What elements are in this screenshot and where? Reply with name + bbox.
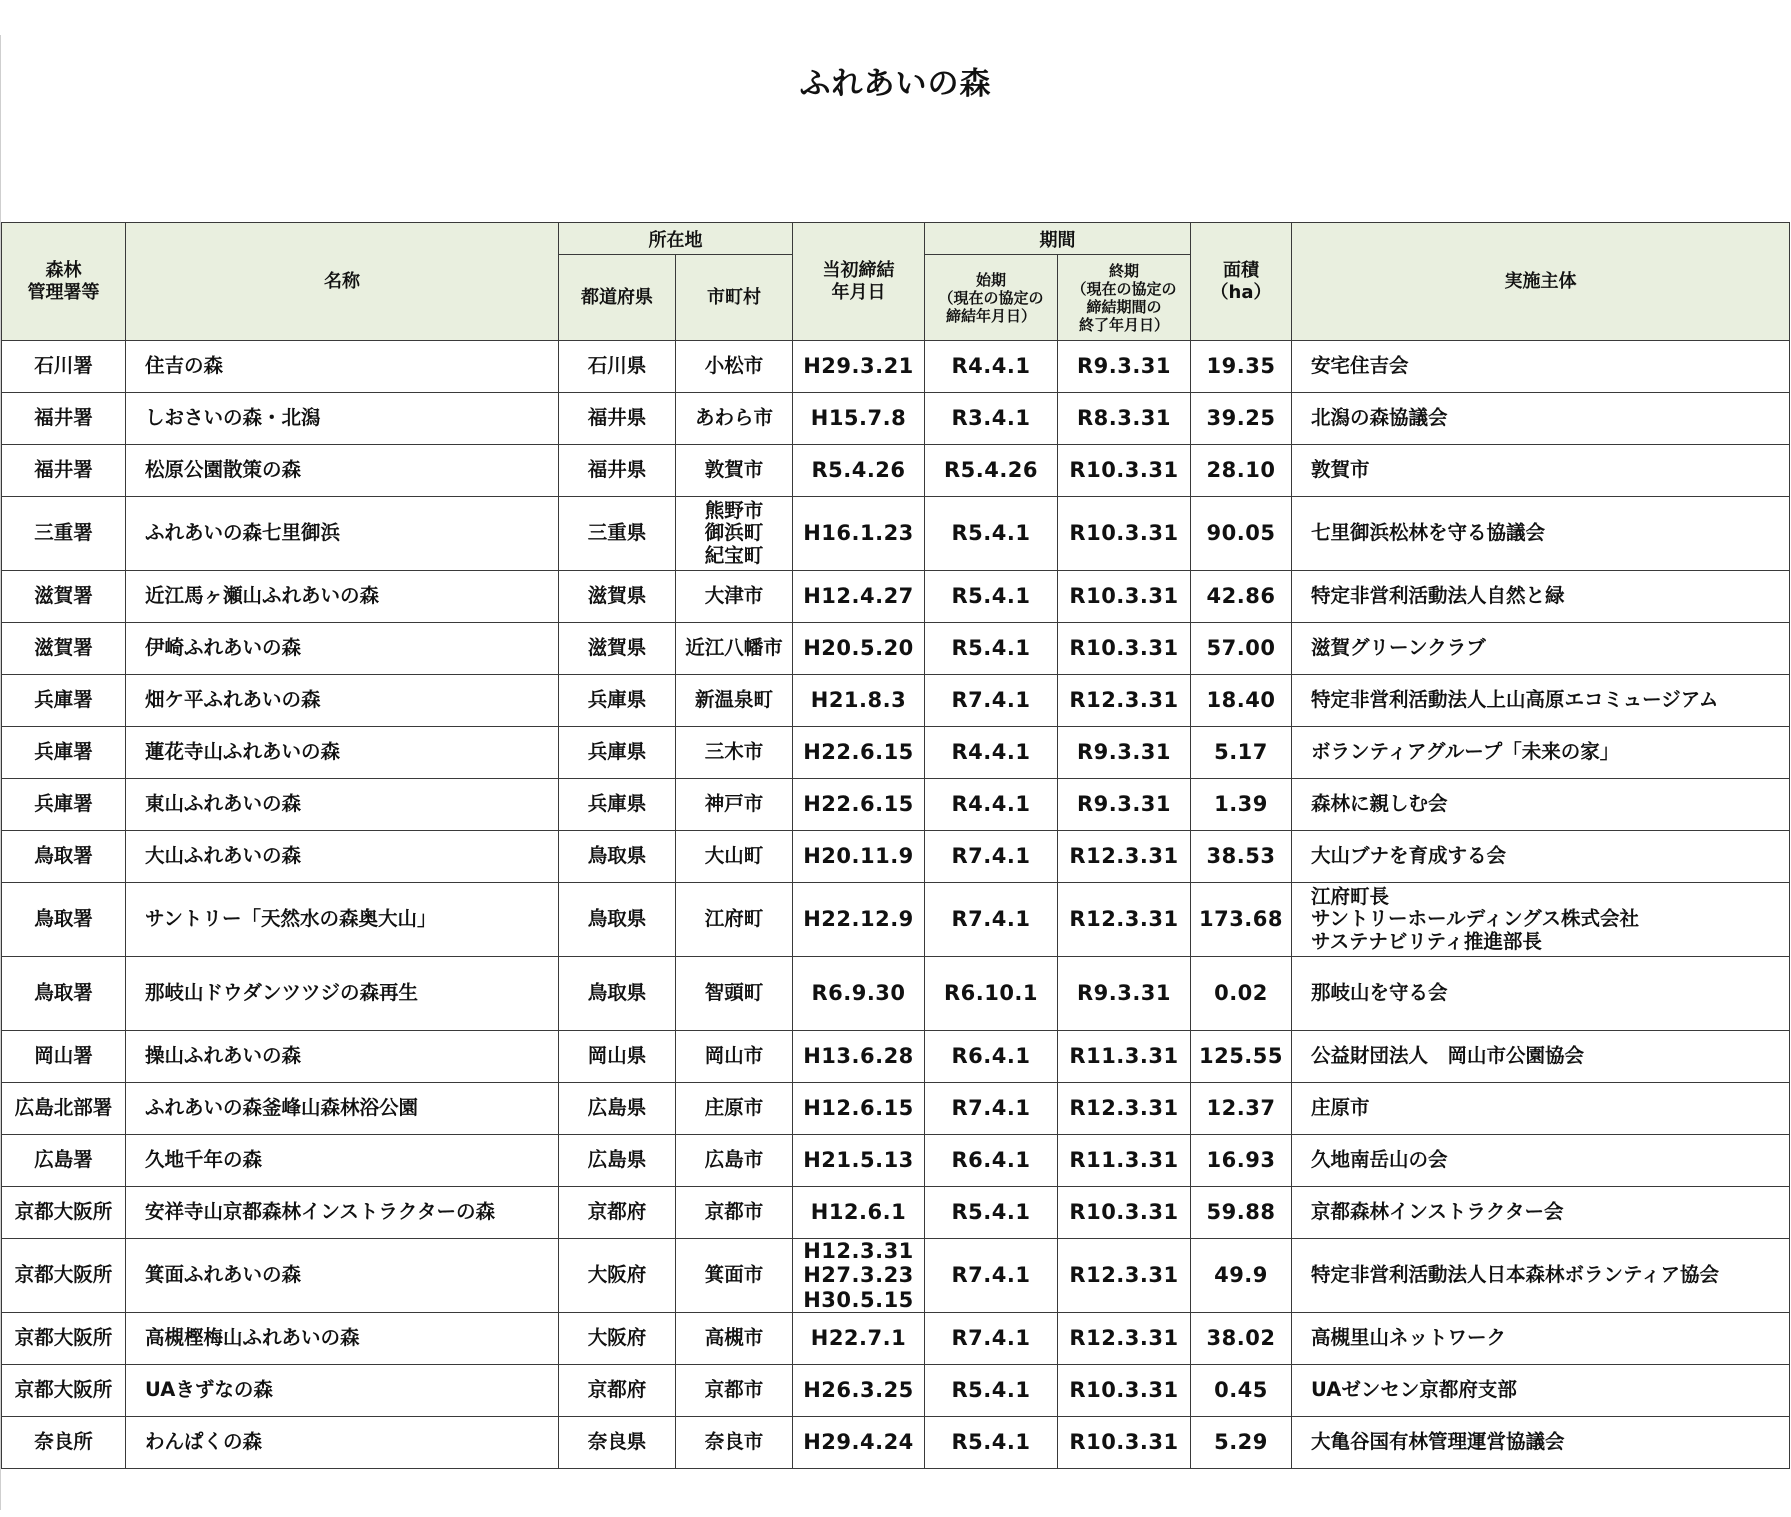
cell-operator: 特定非営利活動法人日本森林ボランティア協会 bbox=[1292, 1239, 1790, 1313]
cell-start: R5.4.1 bbox=[925, 1365, 1058, 1417]
cell-end: R8.3.31 bbox=[1058, 393, 1191, 445]
cell-start: R6.4.1 bbox=[925, 1031, 1058, 1083]
header-prefecture: 都道府県 bbox=[559, 255, 676, 341]
cell-operator: 大亀谷国有林管理運営協議会 bbox=[1292, 1417, 1790, 1469]
cell-office: 京都大阪所 bbox=[2, 1313, 126, 1365]
cell-area: 16.93 bbox=[1191, 1135, 1292, 1187]
cell-start: R4.4.1 bbox=[925, 779, 1058, 831]
cell-end: R10.3.31 bbox=[1058, 497, 1191, 571]
cell-initial-date: H21.8.3 bbox=[793, 675, 925, 727]
cell-office: 福井署 bbox=[2, 393, 126, 445]
page-title: ふれあいの森 bbox=[799, 66, 992, 102]
cell-operator: 森林に親しむ会 bbox=[1292, 779, 1790, 831]
header-start: 始期 （現在の協定の 締結年月日） bbox=[925, 255, 1058, 341]
table-row bbox=[2, 1135, 1790, 1187]
cell-operator: 高槻里山ネットワーク bbox=[1292, 1313, 1790, 1365]
cell-name: 高槻樫梅山ふれあいの森 bbox=[126, 1313, 559, 1365]
cell-office: 鳥取署 bbox=[2, 831, 126, 883]
cell-name: 住吉の森 bbox=[126, 341, 559, 393]
cell-office: 三重署 bbox=[2, 497, 126, 571]
cell-city: 敦賀市 bbox=[676, 445, 793, 497]
cell-city: 奈良市 bbox=[676, 1417, 793, 1469]
cell-area: 59.88 bbox=[1191, 1187, 1292, 1239]
cell-name: ふれあいの森七里御浜 bbox=[126, 497, 559, 571]
cell-office: 滋賀署 bbox=[2, 623, 126, 675]
cell-area: 125.55 bbox=[1191, 1031, 1292, 1083]
cell-name: わんぱくの森 bbox=[126, 1417, 559, 1469]
cell-initial-date: H13.6.28 bbox=[793, 1031, 925, 1083]
cell-area: 38.02 bbox=[1191, 1313, 1292, 1365]
cell-operator: 特定非営利活動法人上山高原エコミュージアム bbox=[1292, 675, 1790, 727]
cell-initial-date: H26.3.25 bbox=[793, 1365, 925, 1417]
cell-initial-date: H12.4.27 bbox=[793, 571, 925, 623]
cell-initial-date: H21.5.13 bbox=[793, 1135, 925, 1187]
cell-start: R7.4.1 bbox=[925, 675, 1058, 727]
cell-name: 箕面ふれあいの森 bbox=[126, 1239, 559, 1313]
table-body bbox=[2, 341, 1790, 1469]
cell-end: R12.3.31 bbox=[1058, 1239, 1191, 1313]
table-row bbox=[2, 1313, 1790, 1365]
cell-area: 57.00 bbox=[1191, 623, 1292, 675]
cell-end: R9.3.31 bbox=[1058, 727, 1191, 779]
cell-operator: UAゼンセン京都府支部 bbox=[1292, 1365, 1790, 1417]
cell-end: R10.3.31 bbox=[1058, 1417, 1191, 1469]
cell-city: 岡山市 bbox=[676, 1031, 793, 1083]
table-row bbox=[2, 1239, 1790, 1313]
cell-area: 42.86 bbox=[1191, 571, 1292, 623]
cell-operator: 安宅住吉会 bbox=[1292, 341, 1790, 393]
cell-area: 38.53 bbox=[1191, 831, 1292, 883]
cell-office: 奈良所 bbox=[2, 1417, 126, 1469]
cell-city: 江府町 bbox=[676, 883, 793, 957]
cell-city: 新温泉町 bbox=[676, 675, 793, 727]
cell-city: 箕面市 bbox=[676, 1239, 793, 1313]
cell-city: 小松市 bbox=[676, 341, 793, 393]
cell-area: 18.40 bbox=[1191, 675, 1292, 727]
table-row bbox=[2, 623, 1790, 675]
cell-name: 安祥寺山京都森林インストラクターの森 bbox=[126, 1187, 559, 1239]
cell-start: R5.4.1 bbox=[925, 1417, 1058, 1469]
table-row bbox=[2, 1083, 1790, 1135]
cell-operator: 大山ブナを育成する会 bbox=[1292, 831, 1790, 883]
cell-end: R10.3.31 bbox=[1058, 445, 1191, 497]
cell-initial-date: H12.6.15 bbox=[793, 1083, 925, 1135]
cell-end: R9.3.31 bbox=[1058, 779, 1191, 831]
table-header bbox=[2, 223, 1790, 341]
table-row bbox=[2, 1031, 1790, 1083]
cell-area: 12.37 bbox=[1191, 1083, 1292, 1135]
cell-end: R10.3.31 bbox=[1058, 1365, 1191, 1417]
cell-end: R12.3.31 bbox=[1058, 675, 1191, 727]
cell-initial-date: H20.5.20 bbox=[793, 623, 925, 675]
cell-start: R4.4.1 bbox=[925, 727, 1058, 779]
cell-initial-date: H29.3.21 bbox=[793, 341, 925, 393]
cell-name: 伊崎ふれあいの森 bbox=[126, 623, 559, 675]
cell-end: R11.3.31 bbox=[1058, 1031, 1191, 1083]
cell-prefecture: 滋賀県 bbox=[559, 623, 676, 675]
cell-initial-date: H15.7.8 bbox=[793, 393, 925, 445]
cell-operator: 敦賀市 bbox=[1292, 445, 1790, 497]
cell-initial-date: H12.3.31 H27.3.23 H30.5.15 bbox=[793, 1239, 925, 1313]
cell-end: R12.3.31 bbox=[1058, 1313, 1191, 1365]
cell-prefecture: 兵庫県 bbox=[559, 779, 676, 831]
cell-start: R6.10.1 bbox=[925, 957, 1058, 1031]
cell-prefecture: 鳥取県 bbox=[559, 957, 676, 1031]
cell-start: R5.4.1 bbox=[925, 571, 1058, 623]
header-operator: 実施主体 bbox=[1292, 223, 1790, 341]
cell-prefecture: 三重県 bbox=[559, 497, 676, 571]
cell-name: しおさいの森・北潟 bbox=[126, 393, 559, 445]
cell-office: 広島北部署 bbox=[2, 1083, 126, 1135]
cell-city: 神戸市 bbox=[676, 779, 793, 831]
table-row bbox=[2, 341, 1790, 393]
cell-area: 28.10 bbox=[1191, 445, 1292, 497]
table-row bbox=[2, 1417, 1790, 1469]
header-end: 終期 （現在の協定の 締結期間の 終了年月日） bbox=[1058, 255, 1191, 341]
table-row bbox=[2, 571, 1790, 623]
cell-name: 東山ふれあいの森 bbox=[126, 779, 559, 831]
cell-office: 鳥取署 bbox=[2, 957, 126, 1031]
cell-city: 熊野市 御浜町 紀宝町 bbox=[676, 497, 793, 571]
cell-prefecture: 大阪府 bbox=[559, 1239, 676, 1313]
cell-initial-date: R5.4.26 bbox=[793, 445, 925, 497]
cell-prefecture: 滋賀県 bbox=[559, 571, 676, 623]
cell-office: 滋賀署 bbox=[2, 571, 126, 623]
cell-operator: 特定非営利活動法人自然と緑 bbox=[1292, 571, 1790, 623]
table-row bbox=[2, 675, 1790, 727]
cell-operator: 久地南岳山の会 bbox=[1292, 1135, 1790, 1187]
cell-city: 近江八幡市 bbox=[676, 623, 793, 675]
cell-initial-date: H29.4.24 bbox=[793, 1417, 925, 1469]
cell-area: 1.39 bbox=[1191, 779, 1292, 831]
cell-office: 京都大阪所 bbox=[2, 1239, 126, 1313]
cell-prefecture: 石川県 bbox=[559, 341, 676, 393]
cell-city: 広島市 bbox=[676, 1135, 793, 1187]
cell-initial-date: H20.11.9 bbox=[793, 831, 925, 883]
cell-name: 蓮花寺山ふれあいの森 bbox=[126, 727, 559, 779]
cell-name: 久地千年の森 bbox=[126, 1135, 559, 1187]
cell-operator: 京都森林インストラクター会 bbox=[1292, 1187, 1790, 1239]
cell-area: 49.9 bbox=[1191, 1239, 1292, 1313]
cell-start: R3.4.1 bbox=[925, 393, 1058, 445]
table-row bbox=[2, 727, 1790, 779]
cell-name: 操山ふれあいの森 bbox=[126, 1031, 559, 1083]
cell-end: R10.3.31 bbox=[1058, 571, 1191, 623]
cell-operator: 七里御浜松林を守る協議会 bbox=[1292, 497, 1790, 571]
cell-start: R4.4.1 bbox=[925, 341, 1058, 393]
cell-end: R9.3.31 bbox=[1058, 957, 1191, 1031]
cell-start: R7.4.1 bbox=[925, 831, 1058, 883]
table-row bbox=[2, 883, 1790, 957]
cell-name: 那岐山ドウダンツツジの森再生 bbox=[126, 957, 559, 1031]
cell-office: 兵庫署 bbox=[2, 727, 126, 779]
cell-prefecture: 大阪府 bbox=[559, 1313, 676, 1365]
cell-prefecture: 広島県 bbox=[559, 1083, 676, 1135]
cell-initial-date: R6.9.30 bbox=[793, 957, 925, 1031]
header-office: 森林 管理署等 bbox=[2, 223, 126, 341]
cell-area: 173.68 bbox=[1191, 883, 1292, 957]
cell-initial-date: H22.7.1 bbox=[793, 1313, 925, 1365]
table-row bbox=[2, 393, 1790, 445]
table-row bbox=[2, 445, 1790, 497]
cell-end: R12.3.31 bbox=[1058, 831, 1191, 883]
cell-city: 京都市 bbox=[676, 1187, 793, 1239]
cell-area: 0.02 bbox=[1191, 957, 1292, 1031]
cell-area: 5.17 bbox=[1191, 727, 1292, 779]
cell-prefecture: 福井県 bbox=[559, 445, 676, 497]
cell-area: 5.29 bbox=[1191, 1417, 1292, 1469]
cell-initial-date: H12.6.1 bbox=[793, 1187, 925, 1239]
cell-end: R10.3.31 bbox=[1058, 623, 1191, 675]
cell-prefecture: 奈良県 bbox=[559, 1417, 676, 1469]
cell-end: R10.3.31 bbox=[1058, 1187, 1191, 1239]
cell-operator: 江府町長 サントリーホールディングス株式会社 サステナビリティ推進部長 bbox=[1292, 883, 1790, 957]
cell-office: 岡山署 bbox=[2, 1031, 126, 1083]
cell-office: 京都大阪所 bbox=[2, 1187, 126, 1239]
table-row bbox=[2, 957, 1790, 1031]
cell-office: 鳥取署 bbox=[2, 883, 126, 957]
cell-prefecture: 兵庫県 bbox=[559, 727, 676, 779]
cell-city: 京都市 bbox=[676, 1365, 793, 1417]
cell-office: 広島署 bbox=[2, 1135, 126, 1187]
cell-end: R12.3.31 bbox=[1058, 1083, 1191, 1135]
header-location: 所在地 bbox=[559, 223, 793, 255]
cell-start: R5.4.1 bbox=[925, 497, 1058, 571]
cell-operator: ボランティアグループ「未来の家」 bbox=[1292, 727, 1790, 779]
cell-area: 0.45 bbox=[1191, 1365, 1292, 1417]
cell-initial-date: H22.6.15 bbox=[793, 779, 925, 831]
cell-end: R9.3.31 bbox=[1058, 341, 1191, 393]
header-city: 市町村 bbox=[676, 255, 793, 341]
cell-operator: 滋賀グリーンクラブ bbox=[1292, 623, 1790, 675]
cell-office: 兵庫署 bbox=[2, 675, 126, 727]
cell-start: R7.4.1 bbox=[925, 1083, 1058, 1135]
cell-start: R7.4.1 bbox=[925, 1313, 1058, 1365]
cell-city: 高槻市 bbox=[676, 1313, 793, 1365]
cell-name: 畑ケ平ふれあいの森 bbox=[126, 675, 559, 727]
cell-operator: 庄原市 bbox=[1292, 1083, 1790, 1135]
cell-initial-date: H16.1.23 bbox=[793, 497, 925, 571]
header-name: 名称 bbox=[126, 223, 559, 341]
cell-office: 石川署 bbox=[2, 341, 126, 393]
cell-prefecture: 京都府 bbox=[559, 1365, 676, 1417]
table-row bbox=[2, 1187, 1790, 1239]
cell-name: 松原公園散策の森 bbox=[126, 445, 559, 497]
cell-start: R5.4.1 bbox=[925, 1187, 1058, 1239]
cell-office: 京都大阪所 bbox=[2, 1365, 126, 1417]
cell-start: R5.4.26 bbox=[925, 445, 1058, 497]
cell-prefecture: 鳥取県 bbox=[559, 883, 676, 957]
table-row bbox=[2, 497, 1790, 571]
cell-start: R6.4.1 bbox=[925, 1135, 1058, 1187]
cell-office: 福井署 bbox=[2, 445, 126, 497]
cell-operator: 公益財団法人 岡山市公園協会 bbox=[1292, 1031, 1790, 1083]
cell-end: R12.3.31 bbox=[1058, 883, 1191, 957]
header-initial-date: 当初締結 年月日 bbox=[793, 223, 925, 341]
cell-office: 兵庫署 bbox=[2, 779, 126, 831]
cell-name: UAきずなの森 bbox=[126, 1365, 559, 1417]
cell-start: R7.4.1 bbox=[925, 1239, 1058, 1313]
cell-end: R11.3.31 bbox=[1058, 1135, 1191, 1187]
cell-initial-date: H22.6.15 bbox=[793, 727, 925, 779]
cell-city: 大津市 bbox=[676, 571, 793, 623]
cell-name: 近江馬ヶ瀬山ふれあいの森 bbox=[126, 571, 559, 623]
forest-table bbox=[1, 222, 1790, 1469]
cell-name: ふれあいの森釜峰山森林浴公園 bbox=[126, 1083, 559, 1135]
cell-area: 90.05 bbox=[1191, 497, 1292, 571]
cell-city: 三木市 bbox=[676, 727, 793, 779]
cell-prefecture: 福井県 bbox=[559, 393, 676, 445]
cell-prefecture: 京都府 bbox=[559, 1187, 676, 1239]
cell-city: あわら市 bbox=[676, 393, 793, 445]
table-row bbox=[2, 779, 1790, 831]
table-row bbox=[2, 1365, 1790, 1417]
cell-prefecture: 広島県 bbox=[559, 1135, 676, 1187]
cell-start: R5.4.1 bbox=[925, 623, 1058, 675]
header-period: 期間 bbox=[925, 223, 1191, 255]
cell-area: 39.25 bbox=[1191, 393, 1292, 445]
cell-prefecture: 兵庫県 bbox=[559, 675, 676, 727]
cell-city: 智頭町 bbox=[676, 957, 793, 1031]
cell-operator: 那岐山を守る会 bbox=[1292, 957, 1790, 1031]
cell-operator: 北潟の森協議会 bbox=[1292, 393, 1790, 445]
cell-city: 大山町 bbox=[676, 831, 793, 883]
table-row bbox=[2, 831, 1790, 883]
cell-start: R7.4.1 bbox=[925, 883, 1058, 957]
cell-initial-date: H22.12.9 bbox=[793, 883, 925, 957]
cell-name: サントリー「天然水の森奥大山」 bbox=[126, 883, 559, 957]
header-area: 面積 （ha） bbox=[1191, 223, 1292, 341]
cell-area: 19.35 bbox=[1191, 341, 1292, 393]
cell-prefecture: 岡山県 bbox=[559, 1031, 676, 1083]
cell-prefecture: 鳥取県 bbox=[559, 831, 676, 883]
cell-city: 庄原市 bbox=[676, 1083, 793, 1135]
cell-name: 大山ふれあいの森 bbox=[126, 831, 559, 883]
